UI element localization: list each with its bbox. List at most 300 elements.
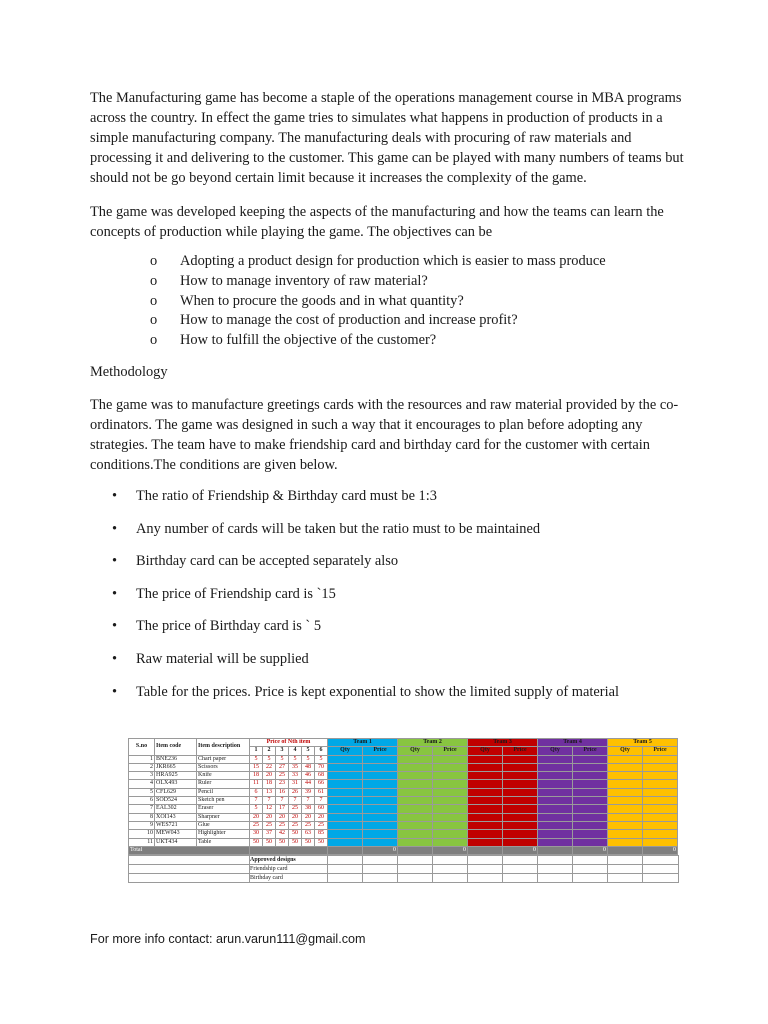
approved-cell xyxy=(328,865,363,874)
cell-team-price xyxy=(433,763,468,771)
approved-cell xyxy=(363,865,398,874)
cell-sno: 7 xyxy=(129,805,155,813)
list-item: o How to fulfill the objective of the customer? xyxy=(150,331,686,351)
approved-designs-heading: Approved designs xyxy=(250,856,328,865)
header-qty: Qty xyxy=(328,747,363,755)
cell-team-qty xyxy=(468,805,503,813)
circle-bullet-icon: o xyxy=(150,312,158,329)
header-nth: 6 xyxy=(315,747,328,755)
header-item-code: Item code xyxy=(155,739,197,756)
cell-price: 50 xyxy=(315,838,328,846)
cell-item-description: Ruler xyxy=(197,780,250,788)
cell-item-code: XOI143 xyxy=(155,813,197,821)
cell-sno: 8 xyxy=(129,813,155,821)
cell-price: 18 xyxy=(250,772,263,780)
cell-team-qty xyxy=(608,838,643,846)
cell-team-price xyxy=(573,813,608,821)
cell-team-price xyxy=(643,788,678,796)
cell-team-qty xyxy=(608,772,643,780)
cell-team-price xyxy=(363,772,398,780)
cell-team-price xyxy=(503,821,538,829)
cell-team-qty xyxy=(538,821,573,829)
total-team-price: 0 xyxy=(503,846,538,854)
cell-price: 12 xyxy=(263,805,276,813)
cell-team-qty xyxy=(468,780,503,788)
cell-team-qty xyxy=(608,805,643,813)
cell-price: 85 xyxy=(315,830,328,838)
cell-price: 25 xyxy=(315,821,328,829)
table-row xyxy=(129,772,678,780)
approved-cell xyxy=(468,874,503,883)
approved-designs-table xyxy=(128,855,679,883)
cell-team-price xyxy=(433,797,468,805)
cell-price: 7 xyxy=(302,797,315,805)
cell-team-price xyxy=(433,805,468,813)
header-nth: 5 xyxy=(302,747,315,755)
cell-team-qty xyxy=(328,788,363,796)
cell-price: 11 xyxy=(250,780,263,788)
table-row xyxy=(129,805,678,813)
cell-sno: 9 xyxy=(129,821,155,829)
cell-item-code: BNE236 xyxy=(155,755,197,763)
header-price: Price xyxy=(433,747,468,755)
bullet-icon: • xyxy=(112,618,118,635)
cell-team-price xyxy=(643,838,678,846)
cell-price: 38 xyxy=(302,805,315,813)
cell-team-price xyxy=(433,772,468,780)
cell-team-price xyxy=(573,838,608,846)
cell-price: 5 xyxy=(250,805,263,813)
methodology-heading: Methodology xyxy=(90,363,168,380)
cell-price: 22 xyxy=(263,763,276,771)
header-qty: Qty xyxy=(608,747,643,755)
approved-cell xyxy=(363,856,398,865)
cell-price: 60 xyxy=(315,805,328,813)
header-price: Price xyxy=(503,747,538,755)
cell-price: 20 xyxy=(263,772,276,780)
header-price: Price xyxy=(573,747,608,755)
header-nth: 1 xyxy=(250,747,263,755)
cell-price: 7 xyxy=(250,797,263,805)
cell-team-qty xyxy=(468,813,503,821)
cell-team-qty xyxy=(608,763,643,771)
cell-item-code: WES721 xyxy=(155,821,197,829)
cell-team-qty xyxy=(398,755,433,763)
approved-cell xyxy=(503,856,538,865)
intro-paragraph-1: The Manufacturing game has become a staple of the operations management course in MBA programs across the country. In effect the game tries to simulates what happens in production of products in a simple manufacturing company. The manufacturing deals with procuring of raw materials and processing it and delivering to the customer. This game can be played with many numbers of teams but should not be go beyond certain limit because it increases the complexity of the game. xyxy=(90,90,684,186)
approved-blank xyxy=(129,865,250,874)
cell-price: 50 xyxy=(276,838,289,846)
cell-team-qty xyxy=(468,821,503,829)
list-item: • The price of Friendship card is `15 xyxy=(112,585,336,602)
approved-cell xyxy=(573,874,608,883)
cell-team-price xyxy=(363,830,398,838)
cell-price: 39 xyxy=(302,788,315,796)
cell-team-qty xyxy=(328,821,363,829)
table-row xyxy=(129,838,678,846)
approved-cell xyxy=(433,856,468,865)
cell-sno: 3 xyxy=(129,772,155,780)
cell-team-price xyxy=(363,805,398,813)
approved-cell xyxy=(363,874,398,883)
approved-cell xyxy=(573,865,608,874)
header-team-2: Team 2 xyxy=(398,739,468,747)
approved-cell xyxy=(538,865,573,874)
approved-cell xyxy=(503,865,538,874)
cell-item-description: Scissors xyxy=(197,763,250,771)
cell-price: 25 xyxy=(289,805,302,813)
list-item: • Any number of cards will be taken but the ratio must to be maintained xyxy=(112,520,541,537)
cell-team-price xyxy=(573,797,608,805)
cell-team-price xyxy=(643,797,678,805)
cell-item-code: JKR665 xyxy=(155,763,197,771)
cell-team-qty xyxy=(608,830,643,838)
header-item-description: Item description xyxy=(197,739,250,756)
cell-team-price xyxy=(363,763,398,771)
cell-team-price xyxy=(573,780,608,788)
cell-team-price xyxy=(363,813,398,821)
total-team-qty xyxy=(328,846,363,854)
cell-team-qty xyxy=(538,797,573,805)
cell-team-qty xyxy=(468,830,503,838)
cell-price: 25 xyxy=(250,821,263,829)
cell-price: 20 xyxy=(289,813,302,821)
approved-cell xyxy=(608,874,643,883)
cell-price: 20 xyxy=(250,813,263,821)
approved-design-item: Birthday card xyxy=(250,874,328,883)
header-qty: Qty xyxy=(398,747,433,755)
cell-sno: 2 xyxy=(129,763,155,771)
cell-sno: 11 xyxy=(129,838,155,846)
list-item: • The ratio of Friendship & Birthday card must be 1:3 xyxy=(112,487,437,504)
cell-team-qty xyxy=(538,772,573,780)
cell-team-price xyxy=(433,813,468,821)
cell-team-price xyxy=(363,838,398,846)
total-team-qty xyxy=(398,846,433,854)
cell-team-qty xyxy=(398,830,433,838)
cell-team-price xyxy=(573,788,608,796)
cell-item-description: Sketch pen xyxy=(197,797,250,805)
cell-price: 50 xyxy=(263,838,276,846)
cell-team-qty xyxy=(398,805,433,813)
methodology-paragraph: The game was to manufacture greetings cards with the resources and raw material provided by the co-ordinators. The game was designed in such a way that it encourages to plan before adopting any strategies. The team have to make friendship card and birthday card for the customer with certain conditions.The conditions are given below. xyxy=(90,396,679,473)
header-nth: 4 xyxy=(289,747,302,755)
cell-item-description: Highlighter xyxy=(197,830,250,838)
total-team-price: 0 xyxy=(363,846,398,854)
header-sno: S.no xyxy=(129,739,155,756)
header-team-5: Team 5 xyxy=(608,739,678,747)
cell-team-price xyxy=(643,755,678,763)
cell-team-price xyxy=(643,821,678,829)
cell-team-qty xyxy=(328,780,363,788)
approved-cell xyxy=(538,874,573,883)
header-price: Price xyxy=(363,747,398,755)
cell-team-price xyxy=(433,838,468,846)
circle-bullet-icon: o xyxy=(150,253,158,269)
cell-price: 20 xyxy=(276,813,289,821)
cell-price: 33 xyxy=(289,772,302,780)
approved-cell xyxy=(433,874,468,883)
cell-price: 50 xyxy=(302,838,315,846)
cell-price: 16 xyxy=(276,788,289,796)
list-item: o Adopting a product design for production which is easier to mass produce xyxy=(150,252,686,272)
header-price-nth-item: Price of Nth item xyxy=(250,739,328,747)
cell-team-price xyxy=(503,780,538,788)
cell-team-qty xyxy=(468,772,503,780)
cell-price: 42 xyxy=(276,830,289,838)
cell-price: 7 xyxy=(315,797,328,805)
cell-team-qty xyxy=(538,805,573,813)
bullet-icon: • xyxy=(112,520,118,537)
cell-price: 17 xyxy=(276,805,289,813)
cell-team-price xyxy=(643,830,678,838)
cell-team-qty xyxy=(608,755,643,763)
cell-price: 66 xyxy=(315,780,328,788)
approved-row xyxy=(129,856,679,865)
cell-item-code: OLX493 xyxy=(155,780,197,788)
cell-team-qty xyxy=(398,813,433,821)
price-spreadsheet xyxy=(128,738,678,883)
cell-team-price xyxy=(573,755,608,763)
approved-cell xyxy=(468,856,503,865)
cell-team-price xyxy=(503,755,538,763)
cell-item-code: SOD524 xyxy=(155,797,197,805)
cell-team-qty xyxy=(608,780,643,788)
cell-price: 20 xyxy=(302,813,315,821)
approved-cell xyxy=(573,856,608,865)
bullet-icon: • xyxy=(112,683,118,700)
bullet-icon: • xyxy=(112,585,118,602)
cell-price: 25 xyxy=(276,821,289,829)
cell-price: 25 xyxy=(276,772,289,780)
cell-team-price xyxy=(433,788,468,796)
cell-team-qty xyxy=(608,788,643,796)
cell-item-description: Glue xyxy=(197,821,250,829)
cell-team-qty xyxy=(538,763,573,771)
table-row xyxy=(129,755,678,763)
cell-item-code: UKT434 xyxy=(155,838,197,846)
intro-paragraph-2: The game was developed keeping the aspects of the manufacturing and how the teams can learn the concepts of production while playing the game. The objectives can be xyxy=(90,204,664,240)
approved-cell xyxy=(643,874,679,883)
circle-bullet-icon: o xyxy=(150,292,158,309)
cell-team-qty xyxy=(328,830,363,838)
cell-item-code: MEW043 xyxy=(155,830,197,838)
cell-team-price xyxy=(363,780,398,788)
cell-team-price xyxy=(643,813,678,821)
cell-team-price xyxy=(433,780,468,788)
cell-team-price xyxy=(503,805,538,813)
approved-design-item: Friendship card xyxy=(250,865,328,874)
header-team-3: Team 3 xyxy=(468,739,538,747)
total-prices xyxy=(250,846,328,854)
table-row xyxy=(129,797,678,805)
bullet-icon: • xyxy=(112,553,118,570)
cell-team-qty xyxy=(538,830,573,838)
cell-price: 25 xyxy=(302,821,315,829)
cell-team-qty xyxy=(538,788,573,796)
header-nth: 3 xyxy=(276,747,289,755)
table-row xyxy=(129,813,678,821)
cell-price: 50 xyxy=(289,830,302,838)
cell-team-qty xyxy=(468,763,503,771)
total-team-price: 0 xyxy=(573,846,608,854)
header-qty: Qty xyxy=(468,747,503,755)
cell-team-price xyxy=(433,821,468,829)
cell-price: 50 xyxy=(250,838,263,846)
cell-item-description: Pencil xyxy=(197,788,250,796)
cell-team-price xyxy=(363,755,398,763)
conditions-list xyxy=(90,486,686,702)
approved-cell xyxy=(643,856,679,865)
cell-team-price xyxy=(503,813,538,821)
cell-price: 61 xyxy=(315,788,328,796)
cell-team-qty xyxy=(328,755,363,763)
cell-team-price xyxy=(573,772,608,780)
cell-price: 20 xyxy=(315,813,328,821)
cell-price: 18 xyxy=(263,780,276,788)
header-qty: Qty xyxy=(538,747,573,755)
cell-price: 5 xyxy=(276,755,289,763)
approved-cell xyxy=(608,865,643,874)
cell-price: 70 xyxy=(315,763,328,771)
cell-team-price xyxy=(573,830,608,838)
cell-team-qty xyxy=(468,788,503,796)
table-row xyxy=(129,830,678,838)
cell-team-price xyxy=(363,797,398,805)
cell-team-price xyxy=(363,788,398,796)
approved-cell xyxy=(643,865,679,874)
cell-team-qty xyxy=(398,788,433,796)
cell-price: 44 xyxy=(302,780,315,788)
cell-price: 35 xyxy=(289,763,302,771)
cell-team-qty xyxy=(328,772,363,780)
cell-price: 68 xyxy=(315,772,328,780)
approved-cell xyxy=(538,856,573,865)
cell-price: 5 xyxy=(315,755,328,763)
cell-team-qty xyxy=(328,805,363,813)
cell-team-price xyxy=(503,797,538,805)
cell-team-qty xyxy=(608,821,643,829)
cell-price: 46 xyxy=(302,772,315,780)
cell-price: 20 xyxy=(263,813,276,821)
list-item: • Table for the prices. Price is kept exponential to show the limited supply of material xyxy=(112,683,619,700)
cell-sno: 5 xyxy=(129,788,155,796)
cell-price: 30 xyxy=(250,830,263,838)
cell-team-price xyxy=(573,763,608,771)
document-body xyxy=(90,88,686,714)
bullet-icon: • xyxy=(112,650,118,667)
cell-item-description: Eraser xyxy=(197,805,250,813)
cell-price: 5 xyxy=(263,755,276,763)
cell-team-qty xyxy=(398,797,433,805)
cell-price: 5 xyxy=(302,755,315,763)
cell-team-qty xyxy=(538,838,573,846)
table-row xyxy=(129,788,678,796)
cell-price: 6 xyxy=(250,788,263,796)
cell-team-price xyxy=(643,772,678,780)
cell-sno: 4 xyxy=(129,780,155,788)
table-total-row xyxy=(129,846,678,854)
approved-cell xyxy=(503,874,538,883)
approved-blank xyxy=(129,856,250,865)
cell-price: 7 xyxy=(289,797,302,805)
approved-cell xyxy=(433,865,468,874)
cell-price: 63 xyxy=(302,830,315,838)
total-team-qty xyxy=(468,846,503,854)
cell-item-description: Table xyxy=(197,838,250,846)
total-team-qty xyxy=(538,846,573,854)
cell-price: 27 xyxy=(276,763,289,771)
cell-team-qty xyxy=(328,763,363,771)
cell-team-qty xyxy=(468,838,503,846)
approved-cell xyxy=(328,856,363,865)
cell-team-qty xyxy=(398,772,433,780)
total-team-price: 0 xyxy=(643,846,678,854)
cell-price: 25 xyxy=(263,821,276,829)
cell-team-price xyxy=(643,805,678,813)
contact-footer: For more info contact: arun.varun111@gmail.com xyxy=(90,932,366,946)
approved-cell xyxy=(398,865,433,874)
table-row xyxy=(129,780,678,788)
cell-team-price xyxy=(643,763,678,771)
cell-price: 26 xyxy=(289,788,302,796)
cell-price: 37 xyxy=(263,830,276,838)
approved-row xyxy=(129,874,679,883)
list-item: • Birthday card can be accepted separately also xyxy=(112,553,399,570)
cell-item-description: Sharpner xyxy=(197,813,250,821)
cell-team-price xyxy=(503,838,538,846)
approved-cell xyxy=(328,874,363,883)
list-item: • The price of Birthday card is ` 5 xyxy=(112,618,322,635)
cell-team-price xyxy=(573,821,608,829)
cell-price: 25 xyxy=(289,821,302,829)
cell-team-price xyxy=(503,772,538,780)
cell-team-price xyxy=(433,830,468,838)
cell-team-price xyxy=(433,755,468,763)
cell-team-qty xyxy=(538,813,573,821)
table-row xyxy=(129,763,678,771)
header-team-4: Team 4 xyxy=(538,739,608,747)
header-price: Price xyxy=(643,747,678,755)
cell-price: 15 xyxy=(250,763,263,771)
cell-team-qty xyxy=(538,780,573,788)
cell-price: 5 xyxy=(289,755,302,763)
cell-item-code: EAL302 xyxy=(155,805,197,813)
cell-sno: 10 xyxy=(129,830,155,838)
approved-cell xyxy=(608,856,643,865)
header-nth: 2 xyxy=(263,747,276,755)
header-team-1: Team 1 xyxy=(328,739,398,747)
list-item: o How to manage inventory of raw material? xyxy=(150,272,686,292)
approved-cell xyxy=(398,856,433,865)
cell-team-price xyxy=(363,821,398,829)
cell-team-qty xyxy=(328,813,363,821)
approved-cell xyxy=(468,865,503,874)
cell-team-qty xyxy=(398,780,433,788)
cell-price: 50 xyxy=(289,838,302,846)
cell-team-qty xyxy=(538,755,573,763)
cell-team-price xyxy=(643,780,678,788)
bullet-icon: • xyxy=(112,487,118,504)
cell-team-price xyxy=(503,788,538,796)
list-item: o When to procure the goods and in what quantity? xyxy=(150,292,686,312)
total-team-price: 0 xyxy=(433,846,468,854)
cell-price: 48 xyxy=(302,763,315,771)
circle-bullet-icon: o xyxy=(150,332,158,349)
cell-item-description: Chart paper xyxy=(197,755,250,763)
cell-team-qty xyxy=(328,838,363,846)
cell-sno: 6 xyxy=(129,797,155,805)
